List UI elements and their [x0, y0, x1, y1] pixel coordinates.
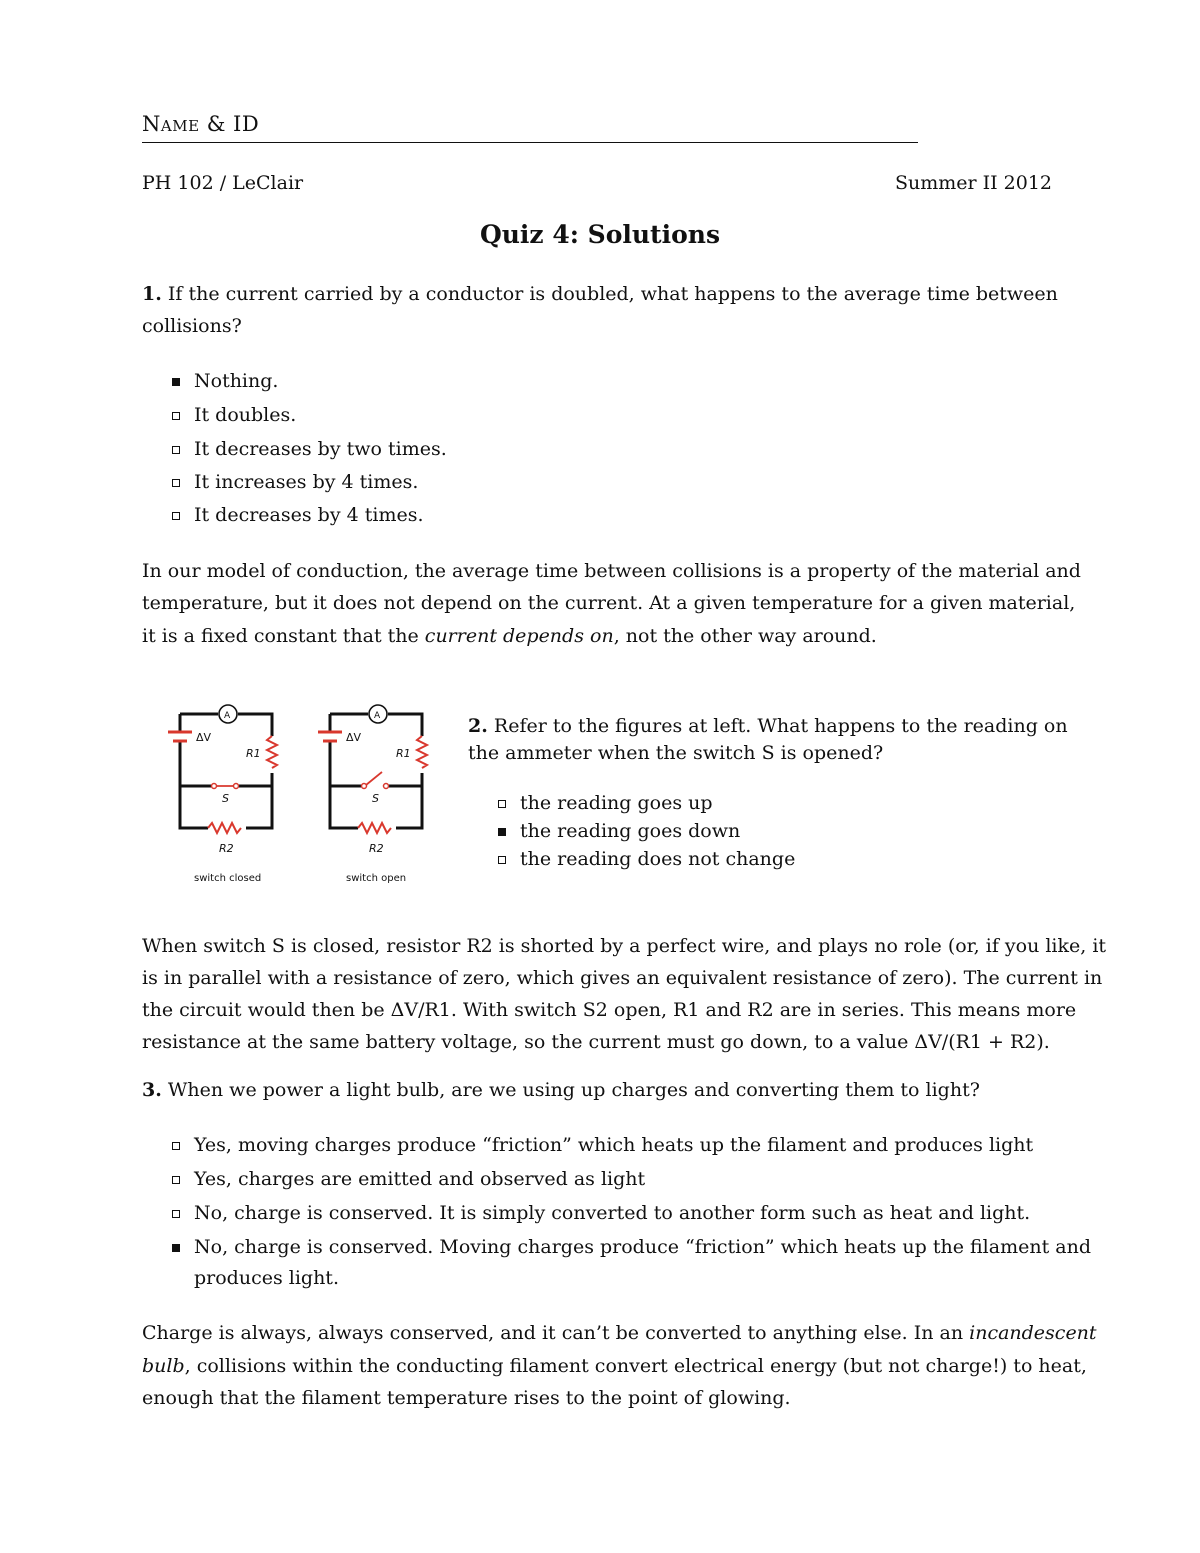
checkbox-empty-icon[interactable]	[498, 800, 506, 808]
q3-option-3[interactable]	[172, 1197, 1030, 1229]
q1-option-4-label: It increases by 4 times.	[194, 471, 419, 493]
question-3-text: When we power a light bulb, are we using up charges and converting them to light?	[167, 1079, 980, 1101]
question-1	[142, 278, 1058, 310]
q1-option-3-label: It decreases by two times.	[194, 438, 447, 460]
svg-text:ΔV: ΔV	[196, 731, 212, 744]
checkbox-empty-icon[interactable]	[172, 479, 180, 487]
q3-explanation-line1: Charge is always, always conserved, and it can’t be converted to anything else. In an incandescent	[142, 1322, 1097, 1344]
svg-text:S: S	[222, 792, 229, 805]
q3-option-2-label: Yes, charges are emitted and observed as light	[194, 1168, 646, 1190]
svg-text:A: A	[374, 711, 381, 721]
svg-text:R2: R2	[369, 842, 384, 855]
circuit-figures	[160, 698, 450, 890]
q2-explanation-line2: is in parallel with a resistance of zero, which gives an equivalent resistance of zero). The current in	[142, 967, 1103, 989]
svg-text:switch closed: switch closed	[194, 873, 262, 884]
q2-explanation-line1: When switch S is closed, resistor R2 is shorted by a perfect wire, and plays no role (or, if you like, it	[142, 935, 1107, 957]
checkbox-checked-icon[interactable]	[498, 828, 506, 836]
question-1-text-line1: If the current carried by a conductor is doubled, what happens to the average time between	[167, 283, 1058, 305]
checkbox-empty-icon[interactable]	[498, 856, 506, 864]
question-2-number: 2.	[468, 715, 488, 737]
svg-text:R2: R2	[219, 842, 234, 855]
svg-text:switch open: switch open	[346, 873, 407, 884]
term-label: Summer II 2012	[894, 172, 1052, 194]
resistor-r2-icon	[208, 823, 241, 833]
q2-explanation-line4: resistance at the same battery voltage, so the current must go down, to a value ΔV/(R1 + R2).	[142, 1031, 1050, 1053]
q2-option-1-label: the reading goes up	[520, 792, 713, 814]
name-id-label: Name & ID	[142, 112, 260, 136]
q3-option-4[interactable]	[172, 1231, 1091, 1263]
q1-option-4[interactable]	[172, 466, 418, 498]
q2-explanation-line3: the circuit would then be ΔV/R1. With switch S2 open, R1 and R2 are in series. This means more	[142, 999, 1077, 1021]
q3-explanation-line2: bulb, collisions within the conducting filament convert electrical energy (but not charge!) to heat,	[142, 1355, 1087, 1377]
circuit-closed	[168, 705, 277, 833]
page-title: Quiz 4: Solutions	[479, 220, 721, 249]
q3-option-3-label: No, charge is conserved. It is simply converted to another form such as heat and light.	[194, 1202, 1031, 1224]
q1-option-1-label: Nothing.	[194, 370, 279, 392]
q1-explanation-line3: it is a fixed constant that the current depends on, not the other way around.	[142, 625, 877, 647]
checkbox-empty-icon[interactable]	[172, 1142, 180, 1150]
q3-option-2[interactable]	[172, 1163, 645, 1195]
svg-text:A: A	[224, 711, 231, 721]
svg-text:R1: R1	[396, 747, 411, 760]
question-3	[142, 1074, 980, 1106]
question-1-text-line2: collisions?	[142, 315, 242, 337]
course-label: PH 102 / LeClair	[142, 172, 304, 194]
question-3-number: 3.	[142, 1079, 162, 1101]
svg-text:S: S	[372, 792, 379, 805]
name-id-underline[interactable]	[142, 142, 918, 143]
question-2-text-line1: Refer to the figures at left. What happens to the reading on	[493, 715, 1068, 737]
q3-explanation-line3: enough that the filament temperature rises to the point of glowing.	[142, 1387, 791, 1409]
q3-option-1-label: Yes, moving charges produce “friction” which heats up the filament and produces light	[194, 1134, 1034, 1156]
circuit-open	[318, 705, 427, 833]
q3-option-4-continued: produces light.	[194, 1267, 339, 1289]
q1-option-2-label: It doubles.	[194, 404, 297, 426]
q1-option-2[interactable]	[172, 399, 296, 431]
checkbox-empty-icon[interactable]	[172, 1210, 180, 1218]
q3-option-4-label: No, charge is conserved. Moving charges produce “friction” which heats up the filament and	[194, 1236, 1091, 1258]
q1-option-1[interactable]	[172, 365, 278, 397]
checkbox-empty-icon[interactable]	[172, 412, 180, 420]
q2-option-3[interactable]	[498, 843, 795, 875]
q2-option-2-label: the reading goes down	[520, 820, 741, 842]
question-1-number: 1.	[142, 283, 162, 305]
checkbox-checked-icon[interactable]	[172, 1244, 180, 1252]
checkbox-checked-icon[interactable]	[172, 378, 180, 386]
svg-text:R1: R1	[246, 747, 261, 760]
checkbox-empty-icon[interactable]	[172, 512, 180, 520]
q1-option-3[interactable]	[172, 433, 447, 465]
resistor-r1-icon	[267, 736, 277, 768]
checkbox-empty-icon[interactable]	[172, 1176, 180, 1184]
q3-option-1[interactable]	[172, 1129, 1033, 1161]
question-2-text-line2: the ammeter when the switch S is opened?	[468, 742, 884, 764]
q2-option-3-label: the reading does not change	[520, 848, 796, 870]
checkbox-empty-icon[interactable]	[172, 446, 180, 454]
q1-explanation-line1: In our model of conduction, the average time between collisions is a property of the material and	[142, 560, 1081, 582]
resistor-r1-icon	[417, 736, 427, 768]
svg-text:ΔV: ΔV	[346, 731, 362, 744]
q1-explanation-line2: temperature, but it does not depend on the current. At a given temperature for a given material,	[142, 592, 1076, 614]
q1-option-5[interactable]	[172, 499, 424, 531]
q1-option-5-label: It decreases by 4 times.	[194, 504, 424, 526]
resistor-r2-icon	[358, 823, 391, 833]
